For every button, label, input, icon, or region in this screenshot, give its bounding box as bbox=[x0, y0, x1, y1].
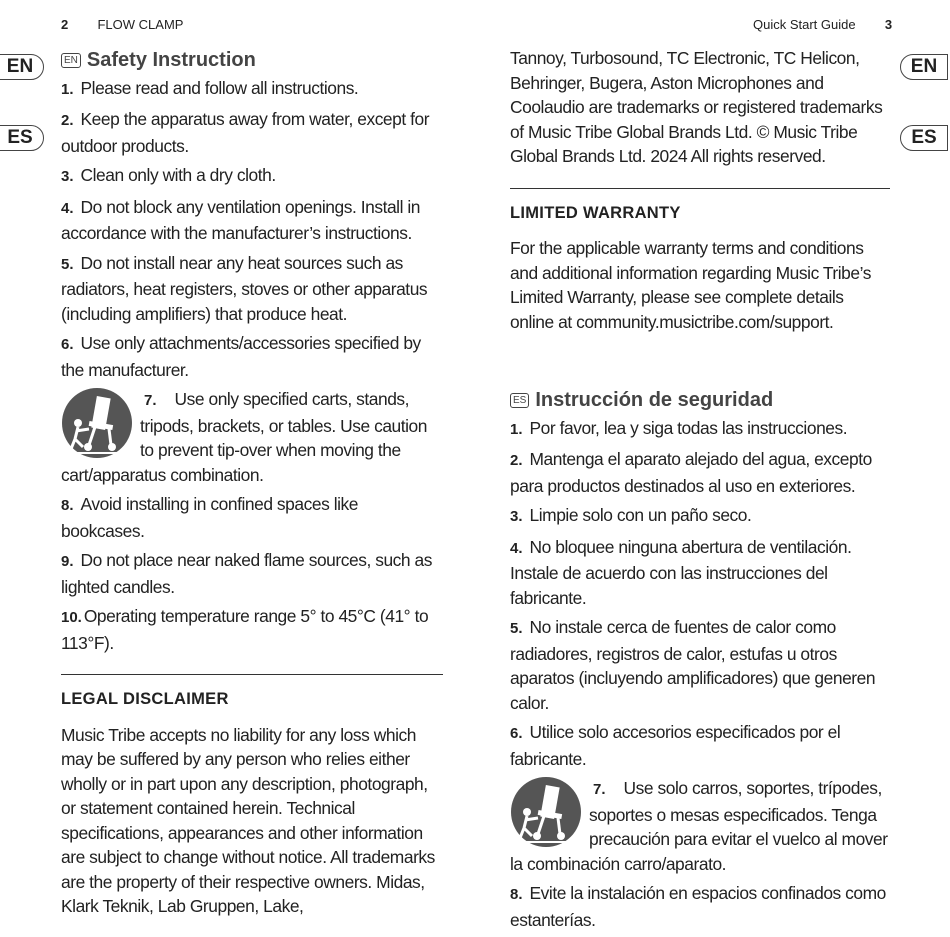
item-text: Limpie solo con un paño seco. bbox=[529, 505, 752, 525]
left-column bbox=[61, 46, 443, 919]
es-instruction-8 bbox=[510, 881, 890, 932]
item-text: Clean only with a dry cloth. bbox=[80, 165, 276, 185]
item-text: Keep the apparatus away from water, except for outdoor products. bbox=[61, 109, 430, 156]
item-text: Por favor, lea y siga todas las instrucciones. bbox=[529, 417, 848, 438]
item-number: 8. bbox=[61, 497, 74, 514]
en-instruction-5 bbox=[61, 251, 443, 327]
en-instruction-1 bbox=[61, 76, 443, 103]
legal-disclaimer-heading: LEGAL DISCLAIMER bbox=[61, 690, 229, 708]
item-number: 10. bbox=[61, 609, 82, 626]
en-section-title bbox=[61, 48, 443, 73]
item-text: No instale cerca de fuentes de calor como radiadores, registros de calor, estufas u otros aparatos (incluyendo amplificadores) que generen calor. bbox=[510, 617, 876, 713]
section-divider bbox=[510, 188, 890, 189]
right-page-header bbox=[753, 17, 892, 32]
item-text: Utilice solo accesorios especificados por el fabricante. bbox=[510, 722, 841, 769]
section-divider bbox=[61, 674, 443, 675]
left-page-header bbox=[61, 17, 183, 32]
item-number: 3. bbox=[510, 508, 523, 525]
es-instruction-4 bbox=[510, 535, 890, 611]
item-number: 9. bbox=[61, 553, 74, 570]
item-text: Avoid installing in confined spaces like bookcases. bbox=[61, 494, 359, 541]
en-instruction-3 bbox=[61, 163, 443, 190]
es-instruction-1 bbox=[510, 416, 890, 443]
cart-tip-over-warning-icon bbox=[510, 776, 582, 848]
item-number: 2. bbox=[510, 452, 523, 469]
es-title-text: Instrucción de seguridad bbox=[535, 389, 774, 411]
es-language-badge: ES bbox=[510, 393, 529, 408]
item-text: Do not install near any heat sources such as radiators, heat registers, stoves or other apparatus (including amplifiers) that produce heat. bbox=[61, 252, 428, 324]
legal-disclaimer-text: Music Tribe accepts no liability for any loss which may be suffered by any person who relies either wholly or in part upon any description, photograph, or statement contained herein. Technical specifications, appearances and other information are subject to change without notice. All trademarks are the property of their respective owners. Midas, Klark Teknik, Lab Gruppen, Lake, bbox=[61, 724, 435, 916]
item-number: 1. bbox=[61, 80, 74, 98]
item-number: 3. bbox=[61, 168, 74, 185]
es-instruction-2 bbox=[510, 447, 890, 498]
item-text: Do not block any ventilation openings. Install in accordance with the manufacturer’s instructions. bbox=[61, 196, 421, 243]
item-number: 2. bbox=[61, 112, 74, 129]
en-instruction-7 bbox=[61, 387, 443, 487]
item-number: 8. bbox=[510, 886, 523, 903]
en-instruction-6 bbox=[61, 331, 443, 382]
left-page-number: 2 bbox=[61, 17, 69, 32]
en-instruction-4 bbox=[61, 195, 443, 246]
es-instruction-5 bbox=[510, 615, 890, 715]
lang-tab-es-right[interactable]: ES bbox=[900, 125, 948, 151]
lang-tab-en-right[interactable]: EN bbox=[900, 54, 948, 80]
item-text: Use only specified carts, stands, tripods, brackets, or tables. Use caution to prevent tip-over when moving the cart/apparatus combination. bbox=[61, 389, 427, 485]
right-page-number: 3 bbox=[884, 17, 893, 32]
right-running-title: Quick Start Guide bbox=[753, 17, 856, 32]
en-language-badge: EN bbox=[61, 53, 81, 68]
es-instruction-7 bbox=[510, 776, 890, 876]
es-section-title bbox=[510, 388, 890, 413]
item-number: 1. bbox=[510, 420, 523, 438]
right-column bbox=[510, 46, 890, 937]
item-number: 4. bbox=[510, 539, 523, 557]
item-text: No bloquee ninguna abertura de ventilación. Instale de acuerdo con las instrucciones del fabricante. bbox=[510, 536, 852, 608]
en-instruction-9 bbox=[61, 548, 443, 599]
lang-tab-es-left[interactable]: ES bbox=[0, 125, 44, 151]
item-text: Mantenga el aparato alejado del agua, excepto para productos destinados al uso en exteriores. bbox=[510, 449, 872, 496]
item-number: 5. bbox=[61, 255, 74, 273]
en-instruction-8 bbox=[61, 492, 443, 543]
item-text: Use solo carros, soportes, trípodes, soportes o mesas especificados. Tenga precaución para evitar el vuelco al mover la combinación carro/aparato. bbox=[510, 778, 888, 874]
item-text: Operating temperature range 5° to 45°C (41° to 113°F). bbox=[61, 606, 429, 653]
item-number: 5. bbox=[510, 620, 523, 637]
lang-tab-en-left[interactable]: EN bbox=[0, 54, 44, 80]
limited-warranty-heading: LIMITED WARRANTY bbox=[510, 203, 681, 222]
item-text: Evite la instalación en espacios confinados como estanterías. bbox=[510, 883, 886, 930]
limited-warranty-text: For the applicable warranty terms and conditions and additional information regarding Music Tribe’s Limited Warranty, please see complete details online at community.musictribe.com/support. bbox=[510, 238, 871, 332]
item-text: Do not place near naked flame sources, such as lighted candles. bbox=[61, 550, 432, 597]
item-text: Use only attachments/accessories specified by the manufacturer. bbox=[61, 333, 421, 380]
item-number: 4. bbox=[61, 199, 74, 217]
cart-tip-over-warning-icon bbox=[61, 387, 133, 459]
left-running-title: FLOW CLAMP bbox=[97, 17, 184, 32]
en-instruction-2 bbox=[61, 107, 443, 158]
en-instruction-10 bbox=[61, 604, 443, 655]
item-number: 6. bbox=[510, 725, 523, 742]
en-title-text: Safety Instruction bbox=[86, 49, 256, 71]
es-instruction-3 bbox=[510, 503, 890, 530]
legal-disclaimer-text-continued: Tannoy, Turbosound, TC Electronic, TC Helicon, Behringer, Bugera, Aston Microphones and Coolaudio are trademarks or registered trademarks of Music Tribe Global Brands Ltd. © Music Tribe Global Brands Ltd. 2024 All rights reserved. bbox=[510, 48, 883, 166]
item-number: 7. bbox=[144, 392, 157, 409]
es-instruction-6 bbox=[510, 720, 890, 771]
item-text: Please read and follow all instructions. bbox=[80, 77, 359, 98]
item-number: 6. bbox=[61, 336, 74, 353]
item-number: 7. bbox=[593, 781, 606, 798]
